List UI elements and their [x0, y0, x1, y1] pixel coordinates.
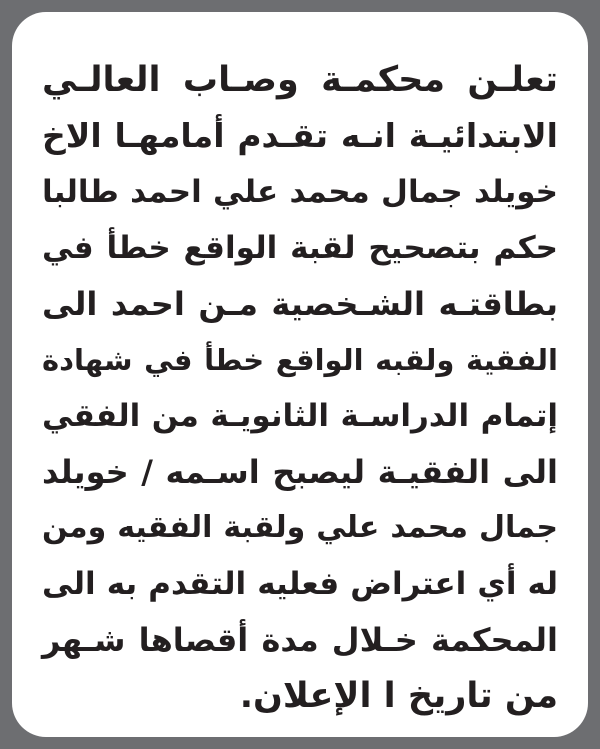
notice-line: له أي اعتراض فعليه التقدم به الى	[42, 566, 558, 602]
notice-line: حكم بتصحيح لقبة الواقع خطأ في	[42, 230, 558, 266]
notice-card	[12, 12, 588, 737]
notice-line: إتمام الدراسـة الثانويـة من الفقي	[42, 398, 558, 434]
court-notice-text	[42, 52, 558, 724]
notice-line: بطاقتـه الشـخصية مـن احمد الى	[42, 285, 558, 323]
notice-line: الى الفقيـة ليصبح اسـمه / خويلد	[42, 453, 558, 491]
notice-line: تعلـن محكمـة وصـاب العالـي	[42, 60, 558, 100]
notice-line: خويلد جمال محمد علي احمد طالبا	[42, 174, 558, 210]
notice-line: من تاريخ ا الإعلان.	[239, 676, 558, 716]
notice-line: المحكمة خـلال مدة أقصاها شـهر	[42, 621, 558, 659]
notice-line: الفقية ولقبه الواقع خطأ في شهادة	[42, 343, 558, 377]
notice-line: الابتدائيـة انـه تقـدم أمامهـا الاخ	[42, 116, 558, 155]
notice-line: جمال محمد علي ولقبة الفقيه ومن	[42, 510, 558, 545]
